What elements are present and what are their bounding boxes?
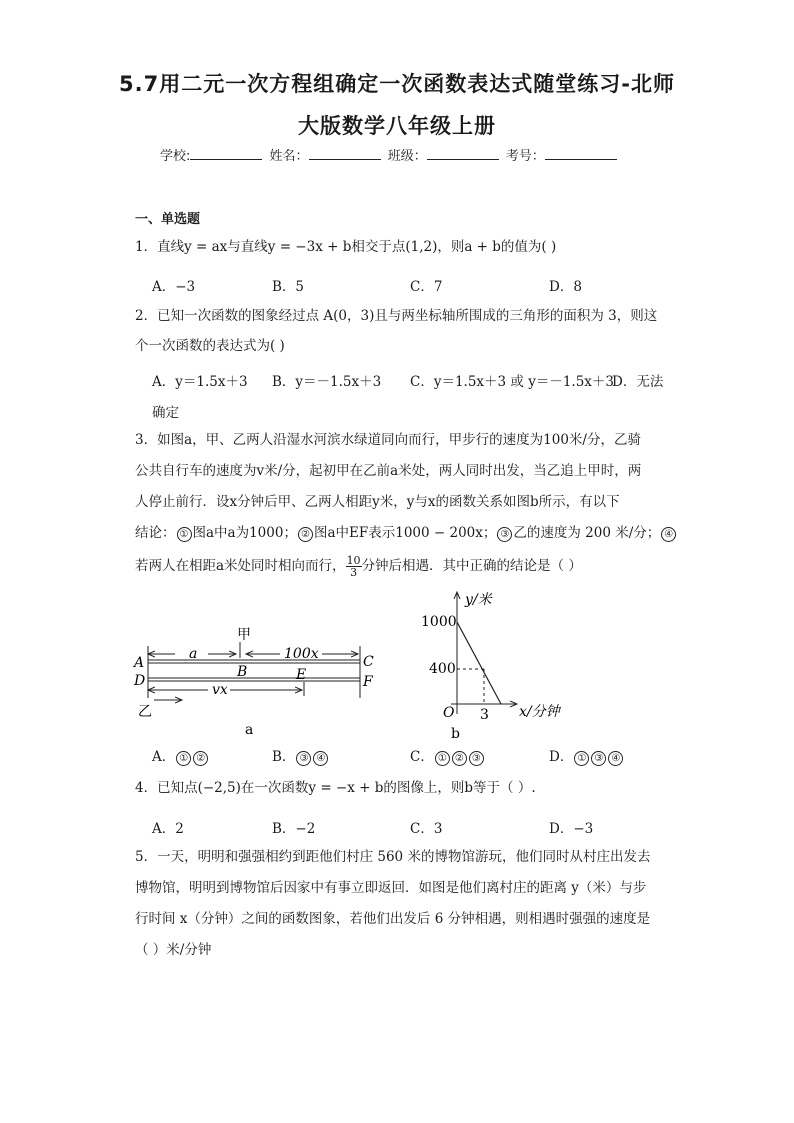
circled-4: ④ bbox=[608, 751, 623, 766]
q3-stem-line5 bbox=[135, 555, 582, 578]
q4-option-d[interactable]: D．−3 bbox=[549, 821, 594, 837]
fig-a-label-jia: 甲 bbox=[237, 627, 251, 643]
section-title: 一、单选题 bbox=[135, 212, 201, 227]
q2-stem-line1: 2．已知一次函数的图象经过点 A(0，3)且与两坐标轴所围成的三角形的面积为 3，则这 bbox=[135, 308, 658, 324]
figure-a-diagram bbox=[130, 620, 390, 740]
q4-option-c[interactable]: C．3 bbox=[410, 821, 443, 837]
fig-a-caption: a bbox=[245, 722, 254, 738]
fig-a-label-yi: 乙 bbox=[138, 704, 152, 720]
q1-stem: 1．直线y = ax与直线y = −3x + b相交于点(1,2)，则a + b的值为( ) bbox=[135, 239, 557, 255]
q3-stem-line4 bbox=[135, 524, 677, 542]
q1-option-d[interactable]: D．8 bbox=[549, 279, 582, 295]
q3-option-c[interactable] bbox=[410, 745, 485, 766]
q3-option-c-prefix: C． bbox=[410, 749, 434, 765]
circled-1: ① bbox=[176, 751, 191, 766]
q2-option-c[interactable]: C．y＝1.5x＋3 或 y＝－1.5x＋3 bbox=[410, 374, 615, 390]
school-label: 学校: bbox=[160, 149, 191, 164]
q2-option-a[interactable]: A．y＝1.5x＋3 bbox=[152, 374, 248, 390]
q4-option-b[interactable]: B．−2 bbox=[272, 821, 316, 837]
q3-conclusion-3: 乙的速度为 200 米/分； bbox=[513, 525, 661, 541]
q1-option-c[interactable]: C．7 bbox=[410, 279, 443, 295]
figure-b-graph bbox=[415, 586, 590, 744]
q3-conclusion-2: 图a中EF表示1000 − 200x； bbox=[313, 525, 497, 541]
q3-option-d-prefix: D． bbox=[549, 749, 574, 765]
circled-3: ③ bbox=[497, 527, 512, 542]
q2-option-d-continued: 确定 bbox=[152, 405, 179, 421]
class-label: 班级： bbox=[387, 149, 427, 164]
fig-b-caption: b bbox=[451, 726, 460, 742]
circled-1: ① bbox=[574, 751, 589, 766]
fig-b-tick-1000: 1000 bbox=[421, 614, 457, 630]
q5-stem-line4: （ ）米/分钟 bbox=[135, 942, 212, 958]
fig-b-x-label: x/分钟 bbox=[519, 704, 560, 720]
q2-option-b[interactable]: B．y＝－1.5x＋3 bbox=[272, 374, 382, 390]
circled-4: ④ bbox=[313, 751, 328, 766]
document-title-line2: 大版数学八年级上册 bbox=[298, 114, 496, 138]
q3-conclusion-4: 若两人在相距a米处同时相向而行， bbox=[135, 558, 346, 574]
fraction-numerator: 10 bbox=[346, 554, 361, 567]
name-label: 姓名： bbox=[269, 149, 309, 164]
q3-conclusion-1: 图a中a为1000； bbox=[192, 525, 297, 541]
q3-stem-line3: 人停止前行．设x分钟后甲、乙两人相距y米，y与x的函数关系如图b所示，有以下 bbox=[135, 494, 620, 510]
fraction-ten-thirds bbox=[346, 555, 362, 578]
exam-number-blank[interactable] bbox=[545, 147, 617, 160]
student-info-row bbox=[160, 145, 620, 164]
q4-stem: 4．已知点(−2,5)在一次函数y = −x + b的图像上，则b等于（ ）. bbox=[135, 780, 536, 796]
circled-3: ③ bbox=[469, 751, 484, 766]
q5-stem-line2: 博物馆，明明到博物馆后因家中有事立即返回．如图是他们离村庄的距离 y（米）与步 bbox=[135, 880, 647, 896]
class-blank[interactable] bbox=[427, 147, 499, 160]
circled-2: ② bbox=[193, 751, 208, 766]
q3-stem-line2: 公共自行车的速度为v米/分，起初甲在乙前a米处，两人同时出发，当乙追上甲时，两 bbox=[135, 463, 642, 479]
fig-a-point-B: B bbox=[237, 664, 248, 680]
q3-option-a-prefix: A． bbox=[152, 749, 176, 765]
q5-stem-line3: 行时间 x（分钟）之间的函数图象，若他们出发后 6 分钟相遇，则相遇时强强的速度是 bbox=[135, 911, 651, 927]
fig-b-origin: O bbox=[443, 705, 455, 721]
fig-a-point-F: F bbox=[363, 674, 373, 690]
circled-1: ① bbox=[435, 751, 450, 766]
fig-a-point-C: C bbox=[363, 654, 374, 670]
circled-4: ④ bbox=[661, 527, 676, 542]
q3-stem-ending: 分钟后相遇．其中正确的结论是（ ） bbox=[361, 558, 582, 574]
q3-option-b-prefix: B． bbox=[272, 749, 296, 765]
name-blank[interactable] bbox=[309, 147, 381, 160]
circled-3: ③ bbox=[296, 751, 311, 766]
q3-option-a[interactable] bbox=[152, 745, 209, 766]
q3-stem-line1: 3．如图a，甲、乙两人沿湿水河滨水绿道同向而行，甲步行的速度为100米/分，乙骑 bbox=[135, 432, 641, 448]
q3-option-b[interactable] bbox=[272, 745, 329, 766]
circled-3: ③ bbox=[591, 751, 606, 766]
q1-option-a[interactable]: A．−3 bbox=[152, 279, 196, 295]
q3-conclusions-label: 结论： bbox=[135, 525, 176, 541]
fig-b-tick-3: 3 bbox=[480, 707, 489, 723]
circled-1: ① bbox=[177, 527, 192, 542]
exam-number-label: 考号： bbox=[505, 149, 545, 164]
fig-a-label-vx: vx bbox=[212, 682, 228, 698]
q3-option-d[interactable] bbox=[549, 745, 624, 766]
q2-option-d[interactable]: D．无法 bbox=[612, 374, 664, 390]
fraction-denominator: 3 bbox=[350, 566, 358, 579]
document-title-line1: 5.7用二元一次方程组确定一次函数表达式随堂练习-北师 bbox=[119, 72, 675, 96]
school-blank[interactable] bbox=[190, 147, 262, 160]
fig-a-point-D: D bbox=[134, 673, 146, 689]
fig-b-tick-400: 400 bbox=[429, 661, 456, 677]
q2-stem-line2: 个一次函数的表达式为( ) bbox=[135, 338, 285, 354]
q4-option-a[interactable]: A．2 bbox=[152, 821, 184, 837]
q5-stem-line1: 5．一天，明明和强强相约到距他们村庄 560 米的博物馆游玩，他们同时从村庄出发去 bbox=[135, 849, 651, 865]
fig-b-line bbox=[457, 622, 501, 704]
fig-a-point-A: A bbox=[134, 655, 145, 671]
fig-b-y-label: y/米 bbox=[465, 592, 492, 608]
circled-2: ② bbox=[298, 527, 313, 542]
q1-option-b[interactable]: B．5 bbox=[272, 279, 305, 295]
fig-a-point-E: E bbox=[296, 667, 307, 683]
fig-a-label-100x: 100x bbox=[284, 646, 319, 662]
circled-2: ② bbox=[452, 751, 467, 766]
fig-a-label-a: a bbox=[189, 646, 198, 662]
